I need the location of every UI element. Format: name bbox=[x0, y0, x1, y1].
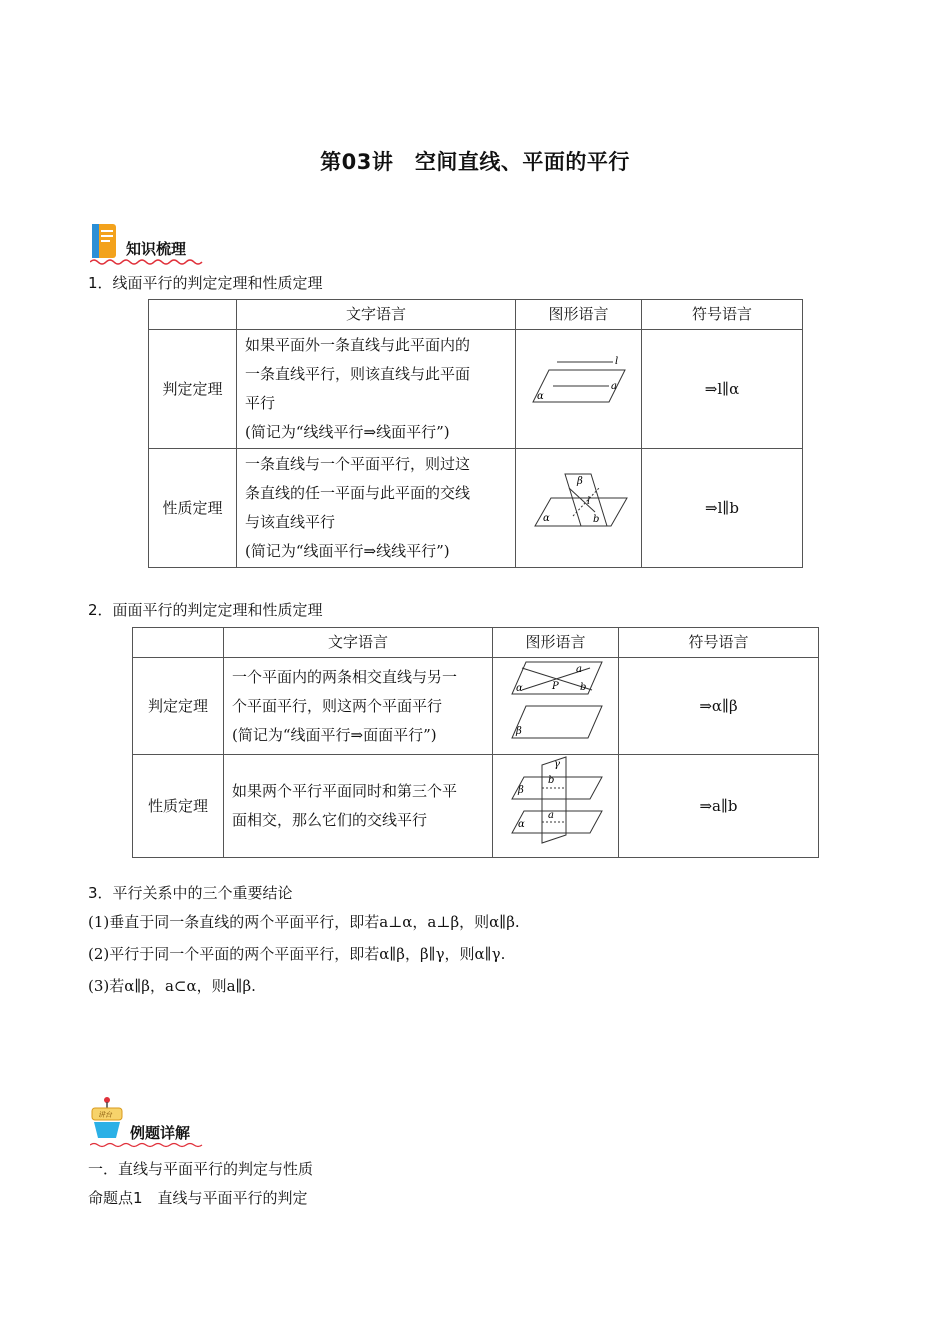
fig-label: α bbox=[515, 683, 523, 694]
fig-label: b bbox=[547, 775, 554, 786]
text-line: 一条直线与一个平面平行，则过这 bbox=[245, 455, 471, 473]
text-line: 如果两个平行平面同时和第三个平 bbox=[232, 782, 458, 800]
row-name: 判定定理 bbox=[133, 658, 224, 755]
fig-label: l bbox=[614, 356, 618, 367]
table-line-plane bbox=[148, 299, 803, 568]
row-symbol: ⇒l∥b bbox=[642, 449, 803, 568]
wavy-underline-icon bbox=[90, 258, 208, 266]
section3-heading: 3．平行关系中的三个重要结论 bbox=[88, 884, 293, 902]
text-line: (简记为“线面平行⇒线线平行”) bbox=[245, 542, 450, 560]
underline-icon bbox=[90, 1142, 210, 1148]
fig-label: α bbox=[536, 391, 544, 402]
text-line: 如果平面外一条直线与此平面内的 bbox=[245, 336, 471, 354]
fig-label: b bbox=[579, 682, 586, 693]
conclusion-item: (3)若α∥β，a⊂α，则a∥β. bbox=[88, 977, 256, 995]
text-line: (简记为“线面平行⇒面面平行”) bbox=[232, 725, 437, 744]
fig-label: α bbox=[542, 513, 550, 524]
text-line: 面相交，那么它们的交线平行 bbox=[232, 811, 428, 829]
fig-label: a bbox=[610, 381, 617, 392]
row-text bbox=[237, 449, 516, 568]
knowledge-badge-label: 知识梳理 bbox=[126, 240, 187, 258]
fig-label: β bbox=[576, 476, 583, 487]
table-header: 文字语言 bbox=[237, 300, 516, 330]
text-line: 平行 bbox=[245, 394, 276, 412]
row-text bbox=[237, 330, 516, 449]
fig-label: α bbox=[517, 819, 525, 830]
row-symbol: ⇒l∥α bbox=[642, 330, 803, 449]
section1-heading: 1．线面平行的判定定理和性质定理 bbox=[88, 274, 323, 292]
text-line: 一条直线平行，则该直线与此平面 bbox=[245, 365, 471, 383]
table-plane-plane bbox=[132, 627, 819, 858]
fig-label: l bbox=[586, 496, 590, 507]
table-header: 文字语言 bbox=[224, 628, 493, 658]
table-header: 符号语言 bbox=[642, 300, 803, 330]
table-header: 图形语言 bbox=[516, 300, 642, 330]
plane-plane-property-figure bbox=[506, 755, 606, 847]
line-plane-parallel-figure bbox=[529, 356, 629, 412]
row-text bbox=[224, 658, 493, 755]
podium-small-label: 讲台 bbox=[98, 1111, 112, 1119]
row-symbol: ⇒a∥b bbox=[619, 755, 819, 858]
plane-plane-parallel-figure bbox=[506, 658, 606, 744]
podium-icon bbox=[88, 1096, 126, 1142]
fig-label: a bbox=[575, 664, 582, 675]
row-symbol: ⇒α∥β bbox=[619, 658, 819, 755]
fig-label: b bbox=[592, 514, 599, 525]
row-figure bbox=[493, 755, 619, 858]
row-name: 判定定理 bbox=[149, 330, 237, 449]
text-line: 一个平面内的两条相交直线与另一 bbox=[232, 667, 458, 686]
line-plane-property-figure bbox=[529, 468, 629, 538]
row-figure bbox=[516, 449, 642, 568]
part1-heading: 一．直线与平面平行的判定与性质 bbox=[88, 1160, 314, 1178]
text-line: 与该直线平行 bbox=[245, 513, 336, 531]
text-line: 条直线的任一平面与此平面的交线 bbox=[245, 484, 471, 502]
conclusion-item: (1)垂直于同一条直线的两个平面平行，即若a⊥α，a⊥β，则α∥β. bbox=[88, 913, 520, 931]
text-line: 个平面平行，则这两个平面平行 bbox=[232, 696, 443, 715]
row-name: 性质定理 bbox=[149, 449, 237, 568]
page-title: 第03讲 空间直线、平面的平行 bbox=[320, 150, 630, 174]
row-figure bbox=[493, 658, 619, 755]
row-name: 性质定理 bbox=[133, 755, 224, 858]
table-header: 图形语言 bbox=[493, 628, 619, 658]
table-header-blank bbox=[149, 300, 237, 330]
section2-heading: 2．面面平行的判定定理和性质定理 bbox=[88, 601, 323, 619]
text-line: (简记为“线线平行⇒线面平行”) bbox=[245, 423, 450, 441]
examples-badge bbox=[88, 1096, 212, 1144]
conclusion-item: (2)平行于同一个平面的两个平面平行，即若α∥β，β∥γ，则α∥γ. bbox=[88, 945, 506, 963]
fig-label: P bbox=[551, 681, 559, 692]
fig-label: a bbox=[547, 810, 554, 821]
row-text bbox=[224, 755, 493, 858]
fig-label: β bbox=[517, 785, 524, 796]
fig-label: γ bbox=[553, 759, 560, 770]
part1-subheading: 命题点1 直线与平面平行的判定 bbox=[88, 1189, 308, 1207]
book-icon bbox=[88, 222, 122, 262]
knowledge-badge bbox=[88, 222, 208, 264]
table-header: 符号语言 bbox=[619, 628, 819, 658]
examples-badge-label: 例题详解 bbox=[130, 1124, 191, 1142]
table-header-blank bbox=[133, 628, 224, 658]
row-figure bbox=[516, 330, 642, 449]
fig-label: β bbox=[515, 726, 522, 737]
